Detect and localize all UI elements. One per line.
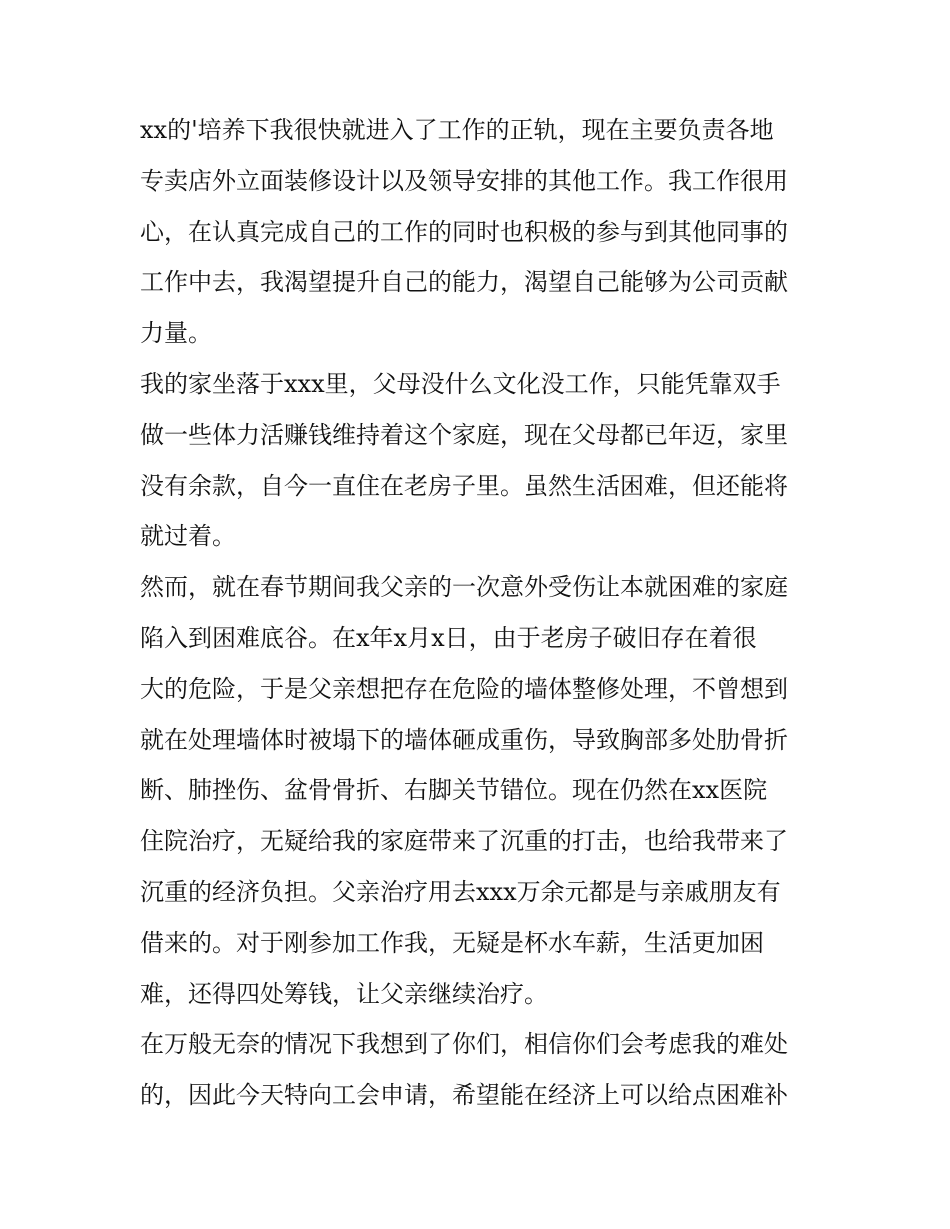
text-line: 在万般无奈的情况下我想到了你们，相信你们会考虑我的难处 [140,1030,788,1059]
text-line: 大的危险，于是父亲想把存在危险的墙体整修处理，不曾想到 [140,674,788,703]
text-line: 难，还得四处筹钱，让父亲继续治疗。 [140,979,548,1008]
text-line: 专卖店外立面装修设计以及领导安排的其他工作。我工作很用 [140,166,788,195]
text-line: 然而，就在春节期间我父亲的一次意外受伤让本就困难的家庭 [140,573,788,602]
text-line: 就在处理墙体时被塌下的墙体砸成重伤，导致胸部多处肋骨折 [140,725,788,754]
text-line: 心，在认真完成自己的工作的同时也积极的参与到其他同事的 [140,217,788,246]
text-line: xx的'培养下我很快就进入了工作的正轨，现在主要负责各地 [140,116,774,144]
text-line: 住院治疗，无疑给我的家庭带来了沉重的打击，也给我带来了 [140,827,788,856]
document-body [140,105,820,1121]
text-line: 力量。 [140,319,212,348]
text-line: 做一些体力活赚钱维持着这个家庭，现在父母都已年迈，家里 [140,420,788,449]
text-line: 的，因此今天特向工会申请，希望能在经济上可以给点困难补 [140,1081,788,1110]
text-line: 断、肺挫伤、盆骨骨折、右脚关节错位。现在仍然在xx医院 [140,776,768,805]
text-line: 没有余款，自今一直住在老房子里。虽然生活困难，但还能将 [140,471,788,500]
text-line: 就过着。 [140,522,236,551]
text-line: 陷入到困难底谷。在x年x月x日，由于老房子破旧存在着很 [140,623,757,652]
text-line: 我的家坐落于xxx里，父母没什么文化没工作，只能凭靠双手 [140,369,781,398]
text-line: 工作中去，我渴望提升自己的能力，渴望自己能够为公司贡献 [140,268,788,297]
text-line: 借来的。对于刚参加工作我，无疑是杯水车薪，生活更加困 [140,928,764,957]
text-line: 沉重的经济负担。父亲治疗用去xxx万余元都是与亲戚朋友有 [140,877,781,906]
